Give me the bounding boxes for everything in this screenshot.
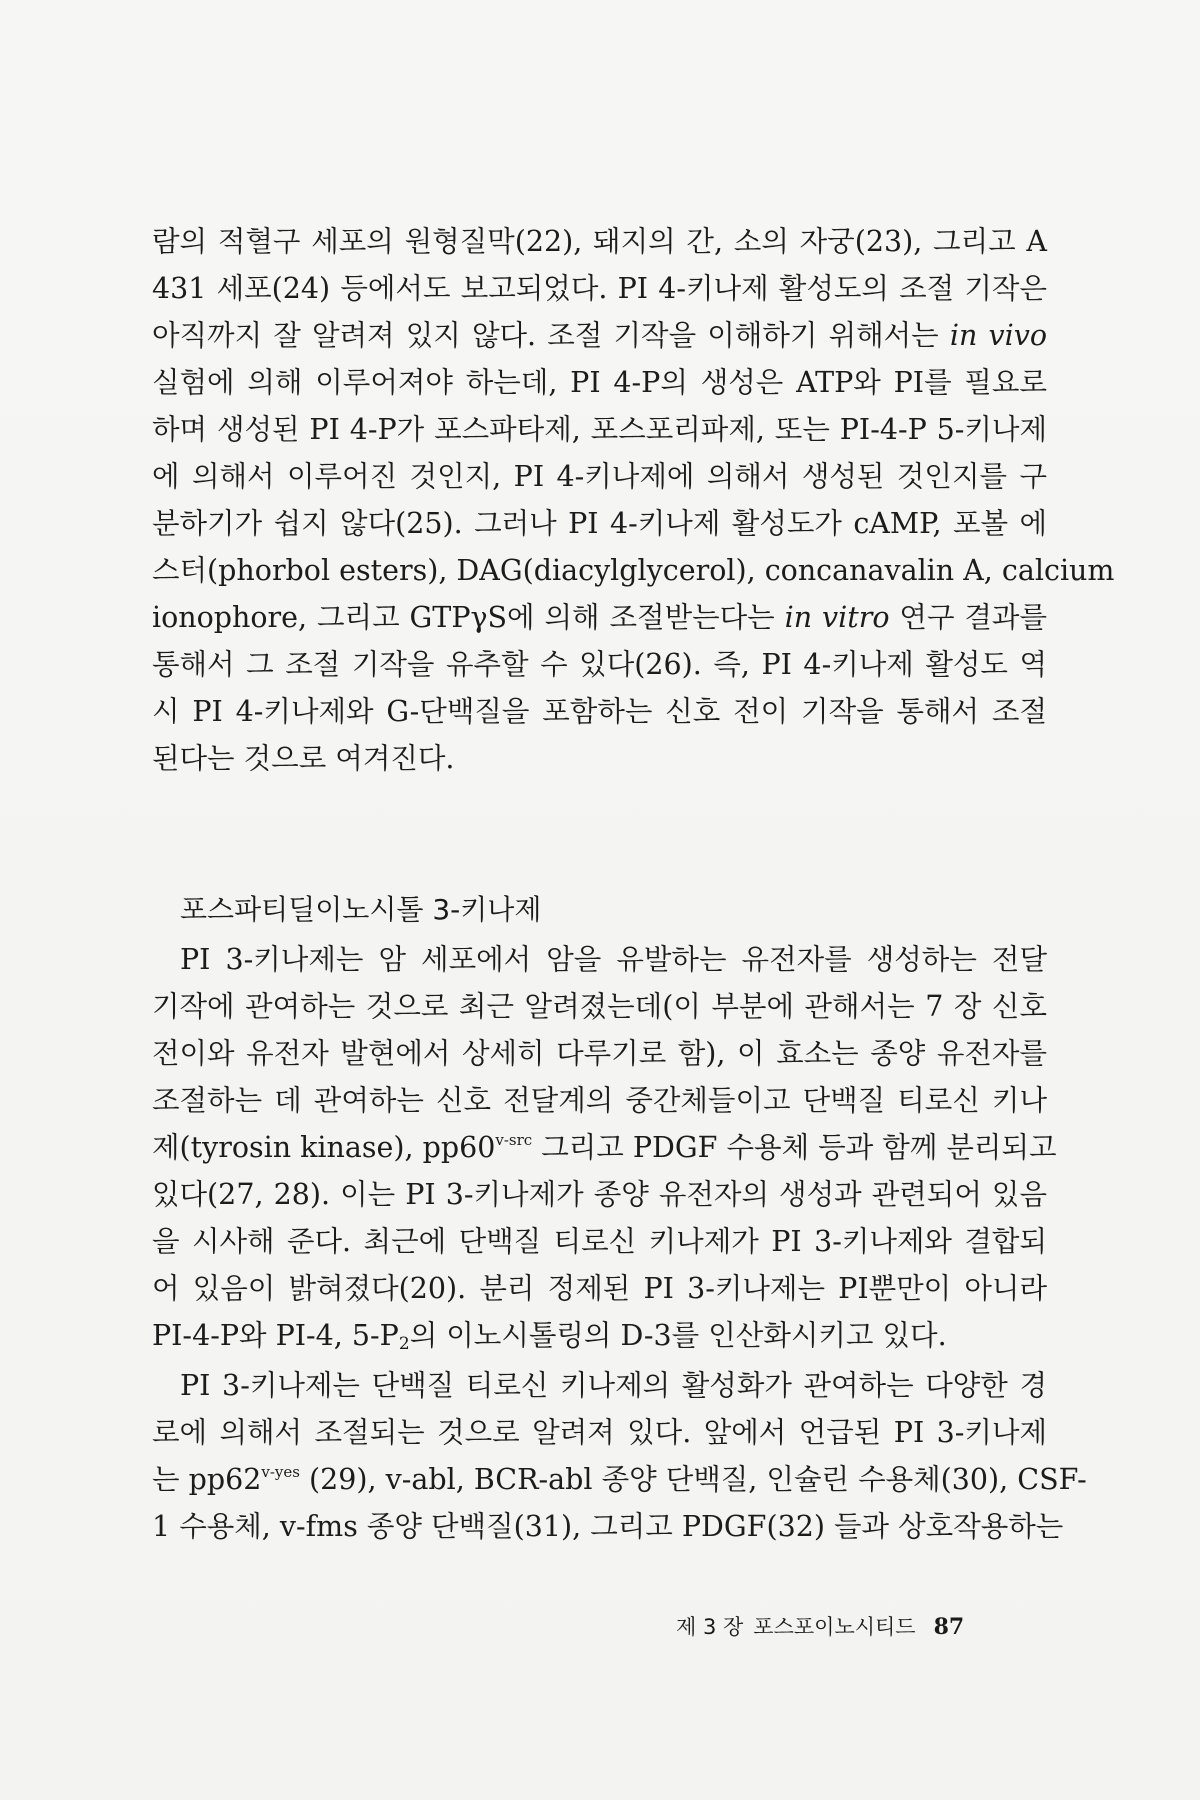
text-line: ionophore, 그리고 GTPγS에 의해 조절받는다는 in vitro 연구 결과를 (152, 601, 1047, 634)
text-line: 통해서 그 조절 기작을 유추할 수 있다(26). 즉, PI 4-키나제 활성도 역 (152, 648, 1047, 681)
italic-term: in vivo (949, 319, 1047, 352)
superscript: v-src (495, 1131, 533, 1149)
text-line: 에 의해서 이루어진 것인지, PI 4-키나제에 의해서 생성된 것인지를 구 (152, 460, 1047, 493)
paragraph-3 (152, 1362, 1087, 1550)
section-heading: 포스파티딜이노시톨 3-키나제 (180, 893, 542, 926)
paragraph-1 (152, 218, 1115, 782)
text-line: 431 세포(24) 등에서도 보고되었다. PI 4-키나제 활성도의 조절 기작은 (152, 272, 1047, 305)
text-line: 실험에 의해 이루어져야 하는데, PI 4-P의 생성은 ATP와 PI를 필요로 (152, 366, 1047, 399)
text-line: 제(tyrosin kinase), $pp60^{v-src}$ 그리고 PDGF 수용체 등과 함께 분리되고 (152, 1131, 1057, 1164)
text-line: 조절하는 데 관여하는 신호 전달계의 중간체들이고 단백질 티로신 키나 (152, 1084, 1047, 1117)
chapter-label: 제 3 장 (676, 1615, 744, 1639)
text-line: 하며 생성된 PI 4-P가 포스파타제, 포스포리파제, 또는 PI-4-P 5-키나제 (152, 413, 1047, 446)
text-line: 된다는 것으로 여겨진다. (152, 742, 455, 775)
text-line: 기작에 관여하는 것으로 최근 알려졌는데(이 부분에 관해서는 7 장 신호 (152, 990, 1047, 1023)
text-line: PI 3-키나제는 암 세포에서 암을 유발하는 유전자를 생성하는 전달 (180, 943, 1047, 976)
text-line: 로에 의해서 조절되는 것으로 알려져 있다. 앞에서 언급된 PI 3-키나제 (152, 1416, 1047, 1449)
text-line: PI-4-P와 PI-4, $5-P_2$의 이노시톨링의 D-3를 인산화시키고 있다. (152, 1319, 947, 1354)
text-line: 전이와 유전자 발현에서 상세히 다루기로 함), 이 효소는 종양 유전자를 (152, 1037, 1047, 1070)
chapter-title: 포스포이노시티드 (753, 1615, 916, 1639)
page-footer (676, 1612, 964, 1642)
text-line: 1 수용체, v-fms 종양 단백질(31), 그리고 PDGF(32) 들과 상호작용하는 (152, 1510, 1064, 1543)
text-line: 는 $pp62^{v-yes}$ (29), v-abl, BCR-abl 종양 단백질, 인슐린 수용체(30), CSF- (152, 1463, 1087, 1496)
text-line: 있다(27, 28). 이는 PI 3-키나제가 종양 유전자의 생성과 관련되어 있음 (152, 1178, 1047, 1211)
text-line: 을 시사해 준다. 최근에 단백질 티로신 키나제가 PI 3-키나제와 결합되 (152, 1225, 1047, 1258)
text-line: 분하기가 쉽지 않다(25). 그러나 PI 4-키나제 활성도가 cAMP, 포볼 에 (152, 507, 1047, 540)
text-line: 람의 적혈구 세포의 원형질막(22), 돼지의 간, 소의 자궁(23), 그리고 A (152, 225, 1047, 258)
paragraph-2 (152, 936, 1057, 1359)
italic-term: in vitro (784, 601, 890, 634)
text-line: 어 있음이 밝혀졌다(20). 분리 정제된 PI 3-키나제는 PI뿐만이 아니라 (152, 1272, 1047, 1305)
text-line: 시 PI 4-키나제와 G-단백질을 포함하는 신호 전이 기작을 통해서 조절 (152, 695, 1047, 728)
subscript: 2 (398, 1334, 410, 1354)
text-line: PI 3-키나제는 단백질 티로신 키나제의 활성화가 관여하는 다양한 경 (180, 1369, 1047, 1402)
text-line: 아직까지 잘 알려져 있지 않다. 조절 기작을 이해하기 위해서는 in vivo (152, 319, 1047, 352)
page-number: 87 (933, 1614, 965, 1640)
text-line: 스터(phorbol esters), DAG(diacylglycerol), concanavalin A, calcium (152, 554, 1115, 587)
superscript: v-yes (261, 1463, 300, 1481)
